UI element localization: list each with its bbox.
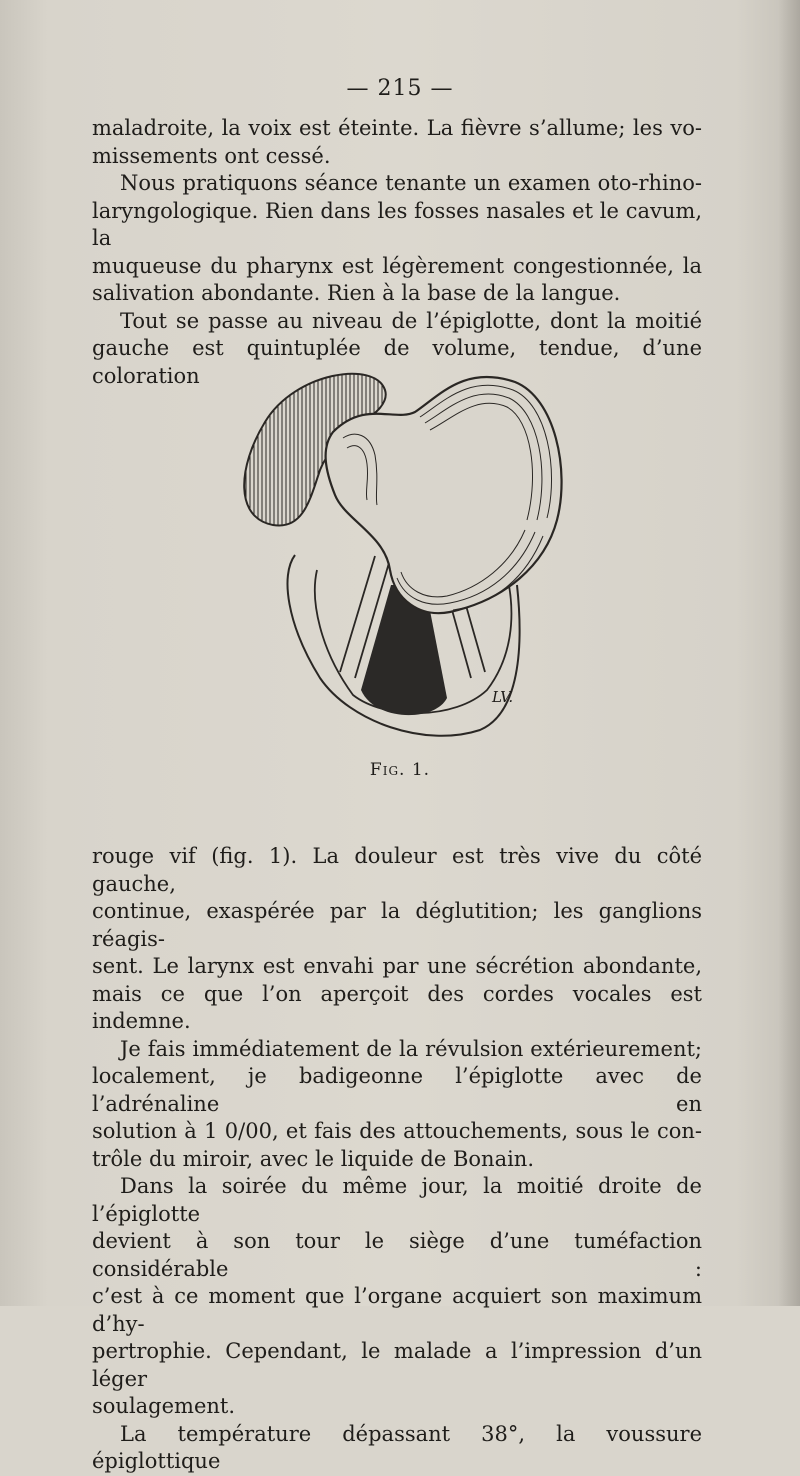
text-line: sent. Le larynx est envahi par une sécrétion abondante, bbox=[92, 954, 702, 978]
text-line: c’est à ce moment que l’organe acquiert son maximum d’hy- bbox=[92, 1284, 702, 1336]
text-line: soulagement. bbox=[92, 1394, 236, 1418]
text-line: laryngologique. Rien dans les fosses nasales et le cavum, la bbox=[92, 198, 702, 250]
text-block-bottom bbox=[92, 843, 702, 1476]
text-line: muqueuse du pharynx est légèrement congestionnée, la bbox=[92, 253, 702, 278]
figure-caption-text: Fig. 1. bbox=[369, 760, 431, 780]
left-vocal-cord bbox=[340, 556, 375, 672]
text-line: devient à son tour le siège d’une tuméfaction considérable : bbox=[92, 1229, 702, 1281]
figure-epiglottis-illustration bbox=[225, 360, 585, 760]
text-line: localement, je badigeonne l’épiglotte avec de l’adrénaline en bbox=[92, 1064, 702, 1116]
page-number: — 215 — bbox=[346, 76, 454, 101]
illustrator-signature: LV. bbox=[492, 688, 514, 706]
text-line: solution à 1 0/00, et fais des attouchements, sous le con- bbox=[92, 1119, 702, 1143]
text-line: missements ont cessé. bbox=[92, 143, 331, 168]
text-line: Tout se passe au niveau de l’épiglotte, dont la moitié bbox=[120, 308, 702, 333]
text-line: Dans la soirée du même jour, la moitié droite de l’épiglotte bbox=[92, 1174, 702, 1226]
text-line: Nous pratiquons séance tenante un examen oto-rhino- bbox=[120, 171, 702, 195]
text-line: trôle du miroir, avec le liquide de Bonain. bbox=[92, 1146, 535, 1171]
text-line: gauche est quintuplée de volume, tendue, d’une coloration bbox=[92, 336, 702, 388]
text-line: continue, exaspérée par la déglutition; les ganglions réagis- bbox=[92, 899, 702, 951]
text-line: La température dépassant 38°, la voussure épiglottique bbox=[92, 1421, 702, 1473]
text-block-top bbox=[92, 115, 702, 390]
text-line: Je fais immédiatement de la révulsion extérieurement; bbox=[120, 1036, 702, 1061]
figure-caption bbox=[0, 760, 800, 780]
text-line: pertrophie. Cependant, le malade a l’impression d’un léger bbox=[92, 1339, 702, 1391]
text-line: mais ce que l’on aperçoit des cordes vocales est indemne. bbox=[92, 981, 702, 1033]
text-line: rouge vif (fig. 1). La douleur est très vive du côté gauche, bbox=[92, 844, 702, 896]
text-line: maladroite, la voix est éteinte. La fièvre s’allume; les vo- bbox=[92, 116, 702, 140]
text-line: salivation abondante. Rien à la base de la langue. bbox=[92, 281, 621, 305]
page-edge-shadow bbox=[778, 0, 800, 1306]
